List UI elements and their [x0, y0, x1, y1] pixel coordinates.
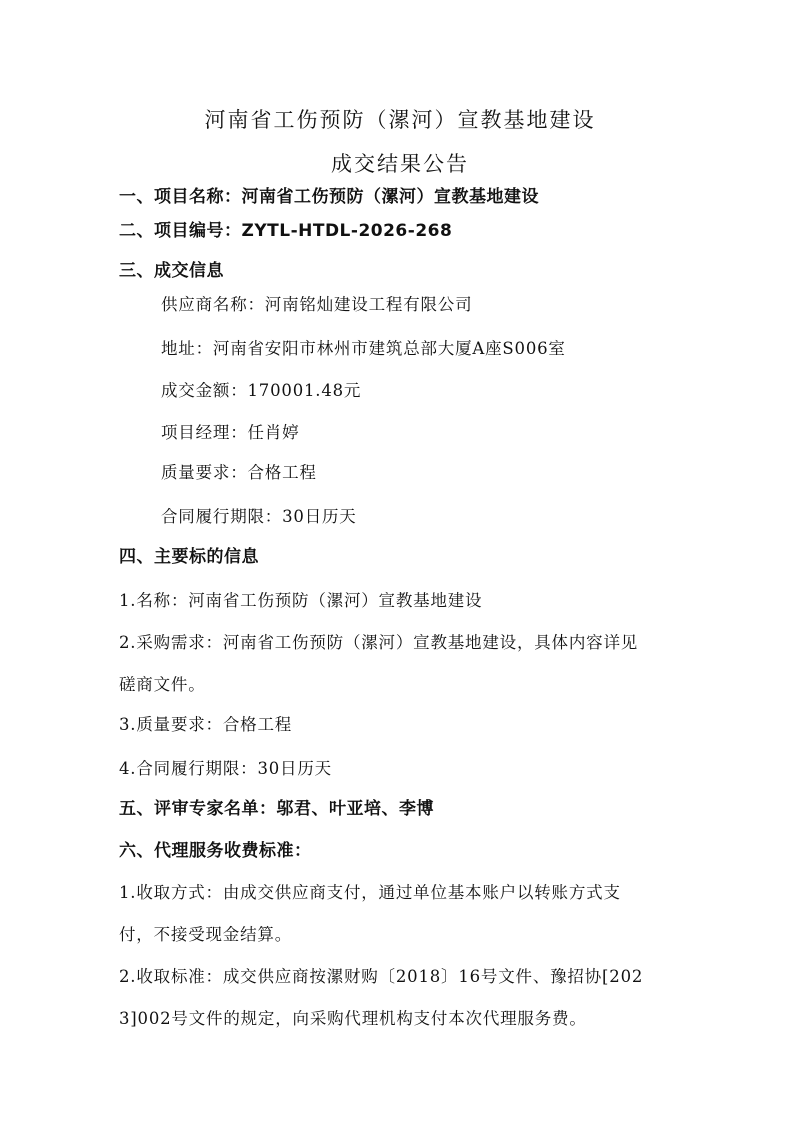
subject-period: 4.合同履行期限：30日历天	[119, 759, 332, 778]
main-subject-heading: 四、主要标的信息	[119, 547, 259, 567]
document-subtitle: 成交结果公告	[331, 152, 469, 176]
supplier-address: 地址：河南省安阳市林州市建筑总部大厦A座S006室	[161, 339, 566, 358]
deal-amount: 成交金额：170001.48元	[161, 381, 362, 400]
fee-standard-line1: 2.收取标准：成交供应商按漯财购〔2018〕16号文件、豫招协[202	[119, 967, 644, 986]
project-name-heading: 一、项目名称：河南省工伤预防（漯河）宣教基地建设	[119, 187, 539, 207]
quality-requirement: 质量要求：合格工程	[161, 463, 317, 482]
procurement-demand-line1: 2.采购需求：河南省工伤预防（漯河）宣教基地建设，具体内容详见	[119, 633, 639, 652]
supplier-name: 供应商名称：河南铭灿建设工程有限公司	[161, 295, 473, 314]
project-manager: 项目经理：任肖婷	[161, 423, 300, 442]
subject-name: 1.名称：河南省工伤预防（漯河）宣教基地建设	[119, 591, 483, 610]
subject-quality: 3.质量要求：合格工程	[119, 715, 293, 734]
fee-method-line2: 付，不接受现金结算。	[119, 925, 292, 944]
contract-period: 合同履行期限：30日历天	[161, 507, 357, 526]
project-number-heading: 二、项目编号：ZYTL-HTDL-2026-268	[119, 221, 453, 241]
fee-method-line1: 1.收取方式：由成交供应商支付，通过单位基本账户以转账方式支	[119, 883, 621, 902]
procurement-demand-line2: 磋商文件。	[119, 675, 206, 694]
expert-list-heading: 五、评审专家名单：邬君、叶亚培、李博	[119, 799, 434, 819]
agency-fee-heading: 六、代理服务收费标准：	[119, 841, 312, 861]
document-title: 河南省工伤预防（漯河）宣教基地建设	[204, 108, 596, 132]
deal-info-heading: 三、成交信息	[119, 261, 224, 281]
fee-standard-line2: 3]002号文件的规定，向采购代理机构支付本次代理服务费。	[119, 1009, 587, 1028]
